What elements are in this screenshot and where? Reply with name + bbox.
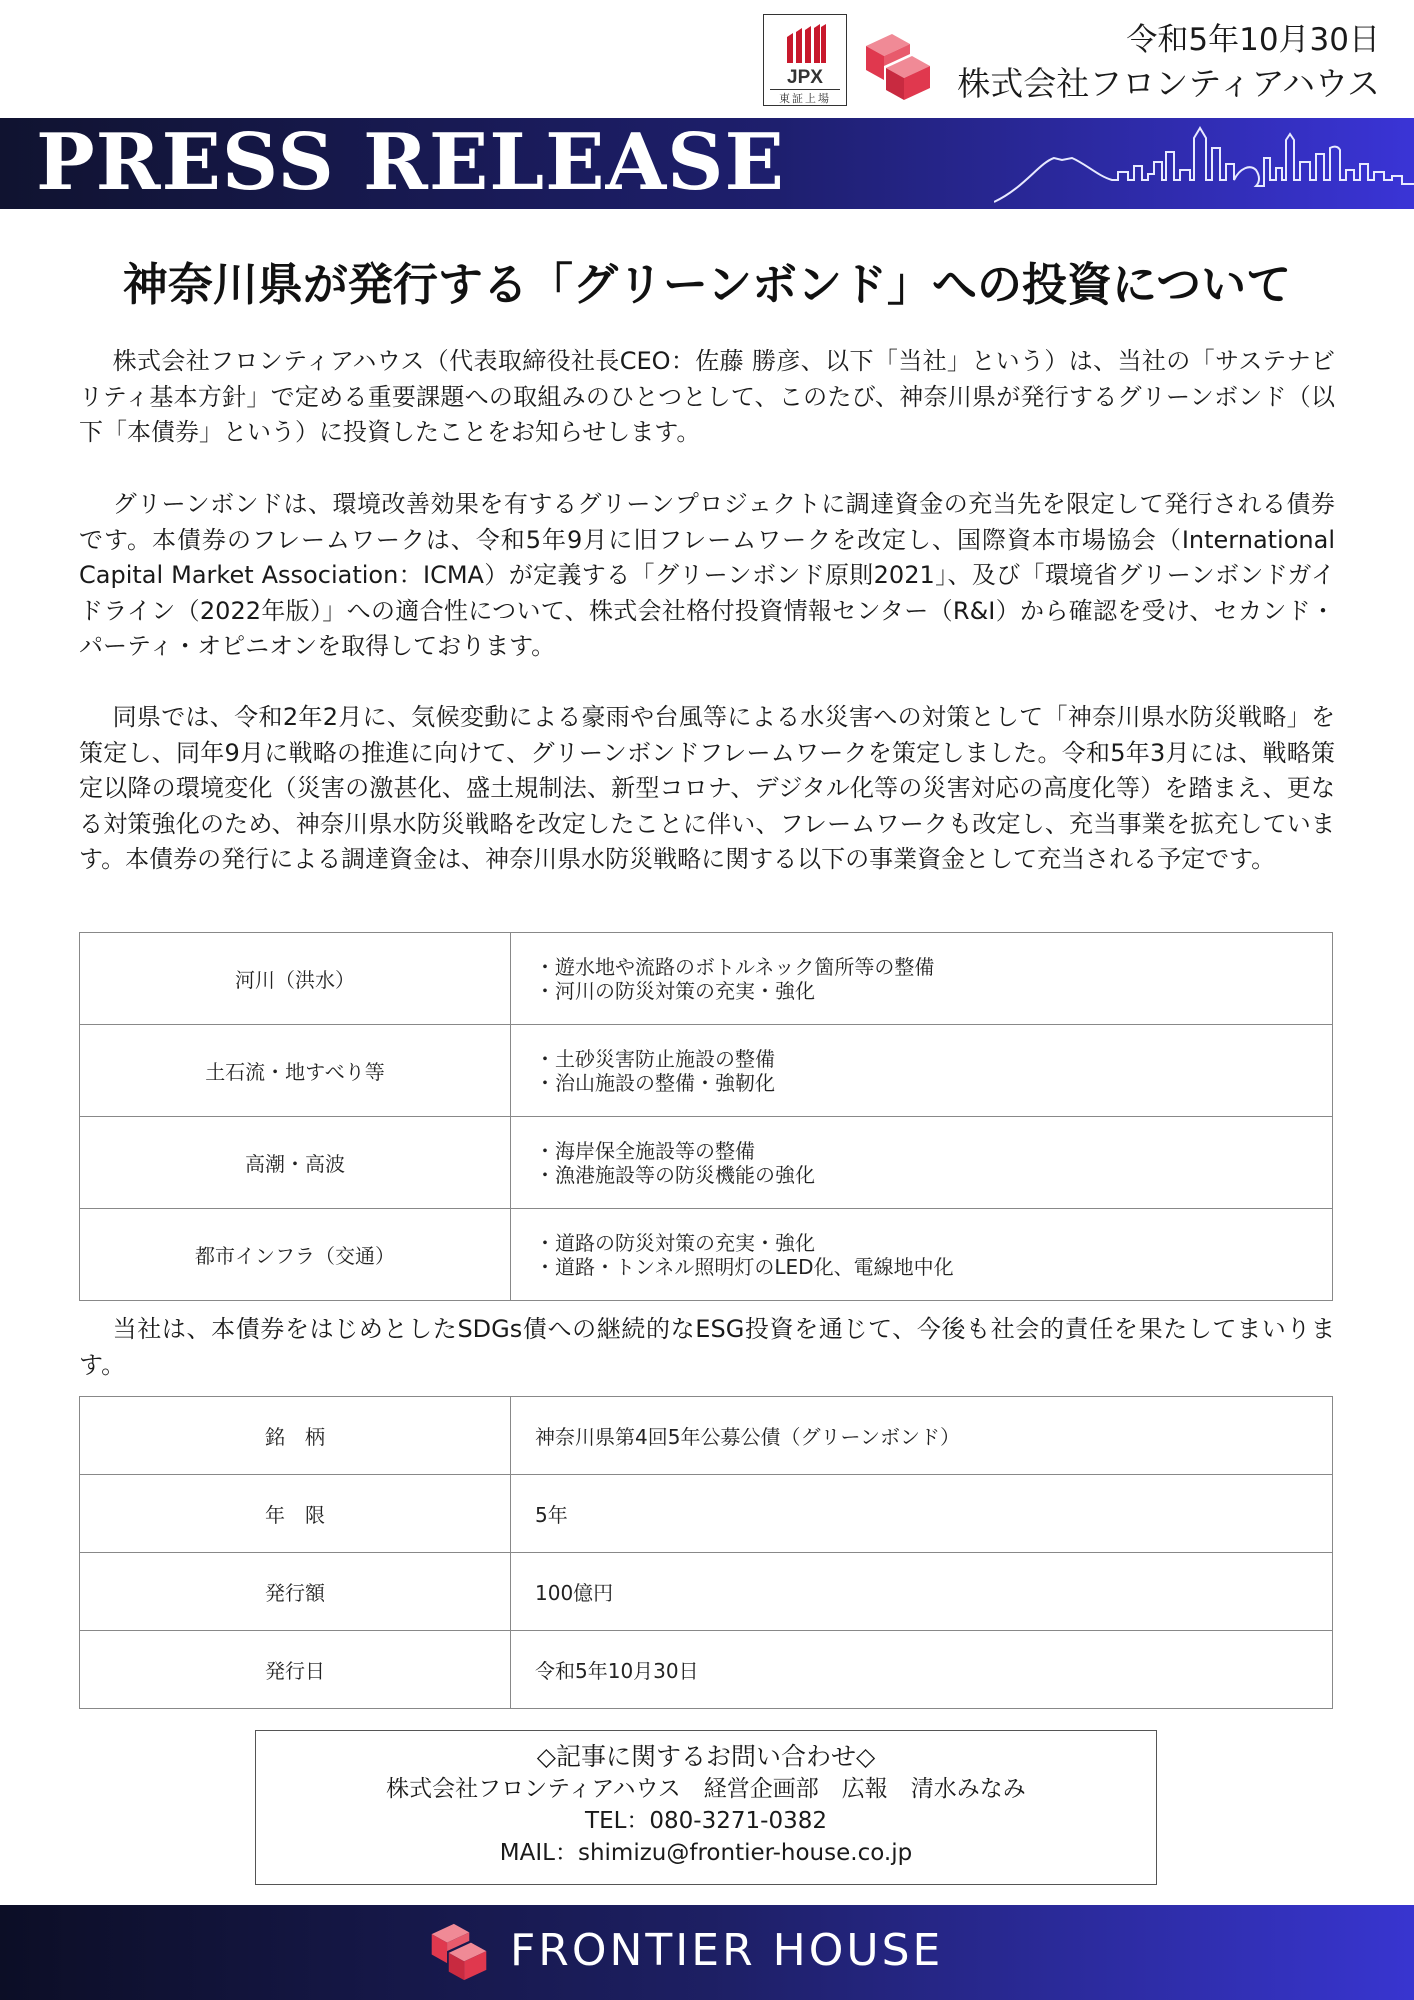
table-row	[80, 933, 1333, 1025]
release-date: 令和5年10月30日	[1126, 22, 1380, 58]
project-item: ・遊水地や流路のボトルネック箇所等の整備	[535, 954, 935, 979]
page-footer	[0, 1905, 1414, 2000]
table-row	[80, 1025, 1333, 1117]
bond-field-value: 5年	[511, 1475, 1333, 1553]
banner-title: PRESS RELEASE	[36, 118, 785, 208]
document-title: 神奈川県が発行する「グリーンボンド」への投資について	[122, 258, 1292, 311]
bond-field-label: 年 限	[80, 1475, 511, 1553]
green-bond-description-paragraph: グリーンボンドは、環境改善効果を有するグリーンプロジェクトに調達資金の充当先を限定して発行される債券です。本債券のフレームワークは、令和5年9月に旧フレームワークを改定し、国際資本市場協会（International Capital Market Association：ICMA）が定義する「グリーンボンド原則2021」、及び「環境省グリーンボンドガイドライン（2022年版）」への適合性について、株式会社格付投資情報センター（R&I）から確認を受け、セカンド・パーティ・オピニオンを取得しております。	[79, 490, 1335, 660]
contact-email: MAIL：shimizu@frontier-house.co.jp	[499, 1840, 913, 1866]
project-item: ・道路・トンネル照明灯のLED化、電線地中化	[535, 1254, 954, 1279]
bond-field-value: 令和5年10月30日	[511, 1631, 1333, 1709]
contact-heading: ◇記事に関するお問い合わせ◇	[536, 1742, 876, 1771]
project-details	[511, 933, 1333, 1025]
project-item: ・土砂災害防止施設の整備	[535, 1046, 775, 1071]
city-skyline-illustration	[994, 118, 1414, 209]
table-row	[80, 1397, 1333, 1475]
project-item: ・道路の防災対策の充実・強化	[535, 1230, 815, 1255]
bond-field-label: 発行日	[80, 1631, 511, 1709]
company-name: 株式会社フロンティアハウス	[957, 64, 1380, 103]
funded-projects-table	[79, 932, 1333, 1301]
bond-field-value: 100億円	[511, 1553, 1333, 1631]
page-header	[0, 0, 1414, 118]
table-row	[80, 1553, 1333, 1631]
bond-field-label: 発行額	[80, 1553, 511, 1631]
table-row	[80, 1209, 1333, 1301]
project-category: 土石流・地すべり等	[80, 1025, 511, 1117]
project-item: ・海岸保全施設等の整備	[535, 1138, 755, 1163]
frontier-house-logo-icon	[864, 32, 932, 102]
tse-listed-label: 東証上場	[779, 92, 831, 105]
intro-paragraph: 株式会社フロンティアハウス（代表取締役社長CEO：佐藤 勝彦、以下「当社」という）は、当社の「サステナビリティ基本方針」で定める重要課題への取組みのひとつとして、このたび、神奈川県が発行するグリーンボンド（以下「本債券」という）に投資したことをお知らせします。	[79, 347, 1335, 446]
prefecture-strategy-paragraph: 同県では、令和2年2月に、気候変動による豪雨や台風等による水災害への対策として「神奈川県水防災戦略」を策定し、同年9月に戦略の推進に向けて、グリーンボンドフレームワークを策定しました。令和5年3月には、戦略策定以降の環境変化（災害の激甚化、盛土規制法、新型コロナ、デジタル化等の災害対応の高度化等）を踏まえ、更なる対策強化のため、神奈川県水防災戦略を改定したことに伴い、フレームワークも改定し、充当事業を拡充しています。本債券の発行による調達資金は、神奈川県水防災戦略に関する以下の事業資金として充当される予定です。	[79, 703, 1335, 873]
project-item: ・河川の防災対策の充実・強化	[535, 978, 815, 1003]
project-item: ・漁港施設等の防災機能の強化	[535, 1162, 815, 1187]
project-details	[511, 1117, 1333, 1209]
jpx-listing-logo	[763, 14, 847, 106]
bond-field-value: 神奈川県第4回5年公募公債（グリーンボンド）	[511, 1397, 1333, 1475]
project-category: 高潮・高波	[80, 1117, 511, 1209]
frontier-house-logo-icon	[430, 1922, 488, 1982]
contact-box	[255, 1730, 1157, 1885]
project-category: 都市インフラ（交通）	[80, 1209, 511, 1301]
project-details	[511, 1209, 1333, 1301]
project-category: 河川（洪水）	[80, 933, 511, 1025]
bond-field-label: 銘 柄	[80, 1397, 511, 1475]
table-row	[80, 1475, 1333, 1553]
project-item: ・治山施設の整備・強靭化	[535, 1070, 775, 1095]
press-release-banner	[0, 118, 1414, 209]
footer-brand-name: FRONTIER HOUSE	[510, 1925, 944, 1976]
table-row	[80, 1117, 1333, 1209]
jpx-bars-icon	[785, 23, 827, 63]
closing-paragraph: 当社は、本債券をはじめとしたSDGs債への継続的なESG投資を通じて、今後も社会的責任を果たしてまいります。	[79, 1315, 1335, 1379]
table-row	[80, 1631, 1333, 1709]
jpx-logo-text: JPX	[787, 67, 823, 88]
contact-person: 株式会社フロンティアハウス 経営企画部 広報 清水みなみ	[386, 1776, 1026, 1802]
project-details	[511, 1025, 1333, 1117]
bond-details-table	[79, 1396, 1333, 1709]
contact-phone: TEL：080-3271-0382	[585, 1808, 827, 1834]
